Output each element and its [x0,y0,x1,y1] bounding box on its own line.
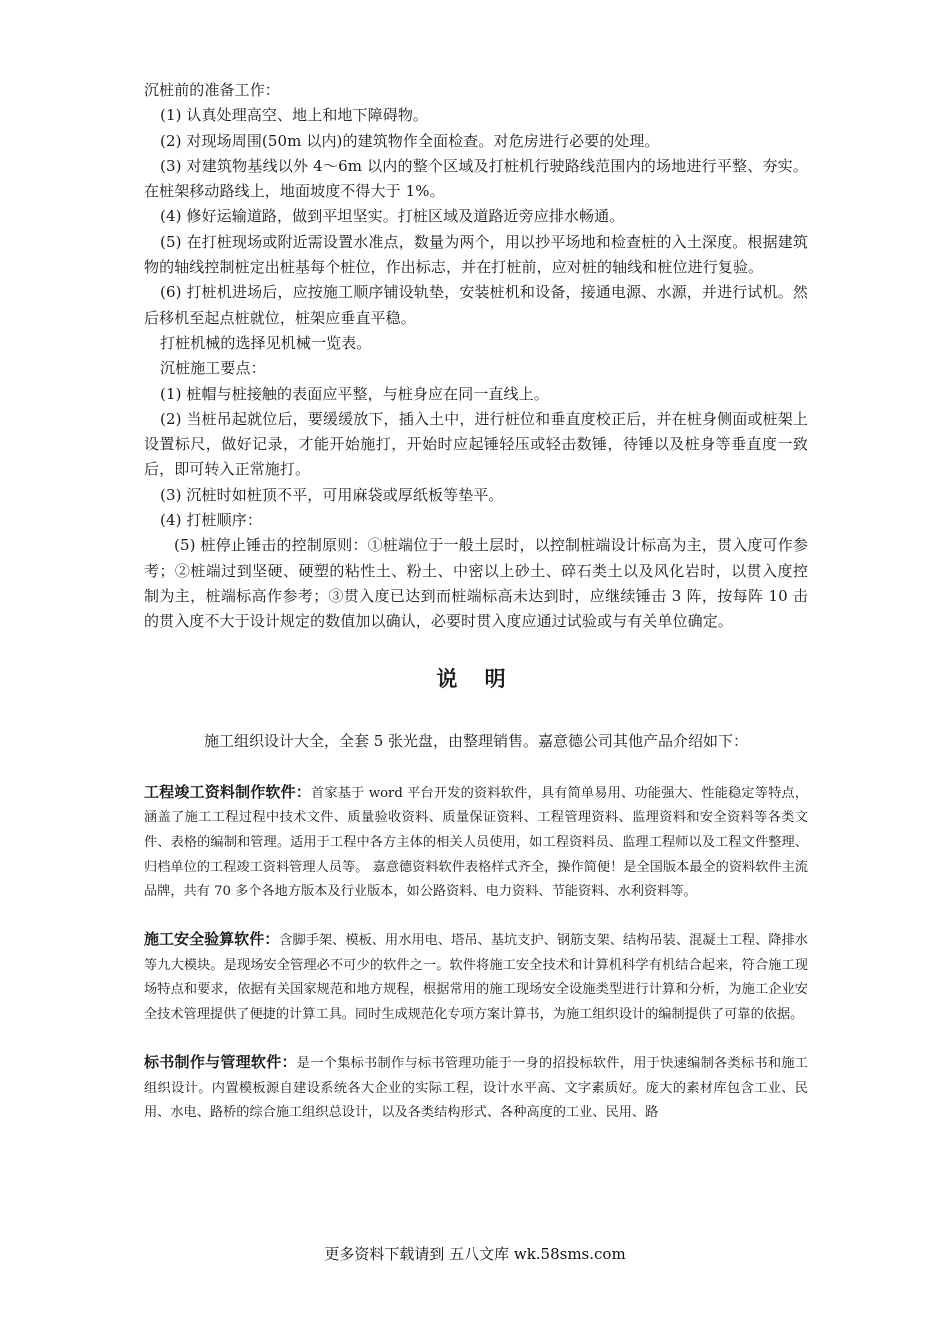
paragraph-prep-title: 沉桩前的准备工作： [144,81,280,99]
paragraph-prep-2: (2) 对现场周围(50m 以内)的建筑物作全面检查。对危房进行必要的处理。 [160,131,660,150]
intro-paragraph: 施工组织设计大全，全套 5 张光盘，由整理销售。嘉意德公司其他产品介绍如下： [203,731,749,750]
paragraph-prep-1: (1) 认真处理高空、地上和地下障碍物。 [160,106,429,125]
paragraph-construction-title: 沉桩施工要点： [160,359,266,378]
footer-download-link[interactable]: 更多资料下载请到 五八文库 wk.58sms.com [324,1245,626,1263]
product-name: 施工安全验算软件： [144,930,280,949]
paragraph-prep-6: (6) 打桩机进场后，应按施工顺序铺设轨垫，安装桩机和设备，接通电源、水源，并进行试机。然后移机至起点桩就位，桩架应垂直平稳。 [144,283,808,327]
paragraph-prep-5: (5) 在打桩现场或附近需设置水准点，数量为两个，用以抄平场地和检查桩的入土深度。根据建筑物的轴线控制桩定出桩基每个桩位，作出标志，并在打桩前，应对桩的轴线和桩位进行复验。 [144,232,808,277]
paragraph-prep-3: (3) 对建筑物基线以外 4～6m 以内的整个区域及打桩机行驶路线范围内的场地进行平整、夯实。在桩架移动路线上，地面坡度不得大于 1%。 [144,156,808,201]
product-bid-software [144,1050,808,1126]
paragraph-construction-1: (1) 桩帽与桩接触的表面应平整，与桩身应在同一直线上。 [160,384,549,403]
paragraph-construction-5: (5) 桩停止锤击的控制原则：①桩端位于一般土层时，以控制桩端设计标高为主，贯入度可作参考；②桩端过到坚硬、硬塑的粘性土、粉土、中密以上砂土、碎石类土以及风化岩时，以贯入度控制为主，桩端标高作参考；③贯入度已达到而桩端标高未达到时，应继续锤击 3 阵，按每阵 10 击的贯入度不大于设计规定的数值加以确认，必要时贯入度应通过试验或与有关单位确定。 [144,536,808,631]
product-description: 含脚手架、模板、用水用电、塔吊、基坑支护、钢筋支架、结构吊装、混凝土工程、降排水等九大模块。是现场安全管理必不可少的软件之一。软件将施工安全技术和计算机科学有机结合起来，符合施工现场特点和要求，依据有关国家规范和地方规程，根据常用的施工现场安全设施类型进行计算和分析，为施工企业安全技术管理提供了便捷的计算工具。同时生成规范化专项方案计算书，为施工组织设计的编制提供了可靠的依据。 [144,933,808,1023]
paragraph-construction-3: (3) 沉桩时如桩顶不平，可用麻袋或厚纸板等垫平。 [160,485,504,504]
paragraph-construction-4: (4) 打桩顺序： [160,511,262,530]
product-name: 工程竣工资料制作软件： [144,782,311,801]
product-name: 标书制作与管理软件： [144,1052,297,1071]
paragraph-machine-selection: 打桩机械的选择见机械一览表。 [160,333,372,352]
product-description: 首家基于 word 平台开发的资料软件，具有简单易用、功能强大、性能稳定等特点，涵盖了施工工程过程中技术文件、质量验收资料、质量保证资料、工程管理资料、监理资料和安全资料等各类文件、表格的编制和管理。适用于工程中各方主体的相关人员使用，如工程资料员、监理工程师以及工程文件整理、归档单位的工程竣工资料管理人员等。 嘉意德资料软件表格样式齐全，操作简便！是全国版本最全的资料软件主流品牌，共有 70 多个各地方版本及行业版本，如公路资料、电力资料、节能资料、水利资料等。 [144,785,808,900]
product-safety-calc [144,927,808,1028]
product-completion-docs [144,780,808,906]
paragraph-prep-4: (4) 修好运输道路，做到平坦坚实。打桩区域及道路近旁应排水畅通。 [160,207,625,226]
document-page [144,78,808,1126]
paragraph-construction-2: (2) 当桩吊起就位后，要缓缓放下，插入土中，进行桩位和垂直度校正后，并在桩身侧面或桩架上设置标尺，做好记录，才能开始施打，开始时应起锤轻压或轻击数锤，待锤以及桩身等垂直度一致后，即可转入正常施打。 [144,409,808,479]
product-description: 是一个集标书制作与标书管理功能于一身的招投标软件，用于快速编制各类标书和施工组织设计。内置模板源自建设系统各大企业的实际工程，设计水平高、文字素质好。庞大的素材库包含工业、民用、水电、路桥的综合施工组织总设计，以及各类结构形式、各种高度的工业、民用、路 [144,1055,808,1121]
section-heading: 说 明 [436,665,516,691]
